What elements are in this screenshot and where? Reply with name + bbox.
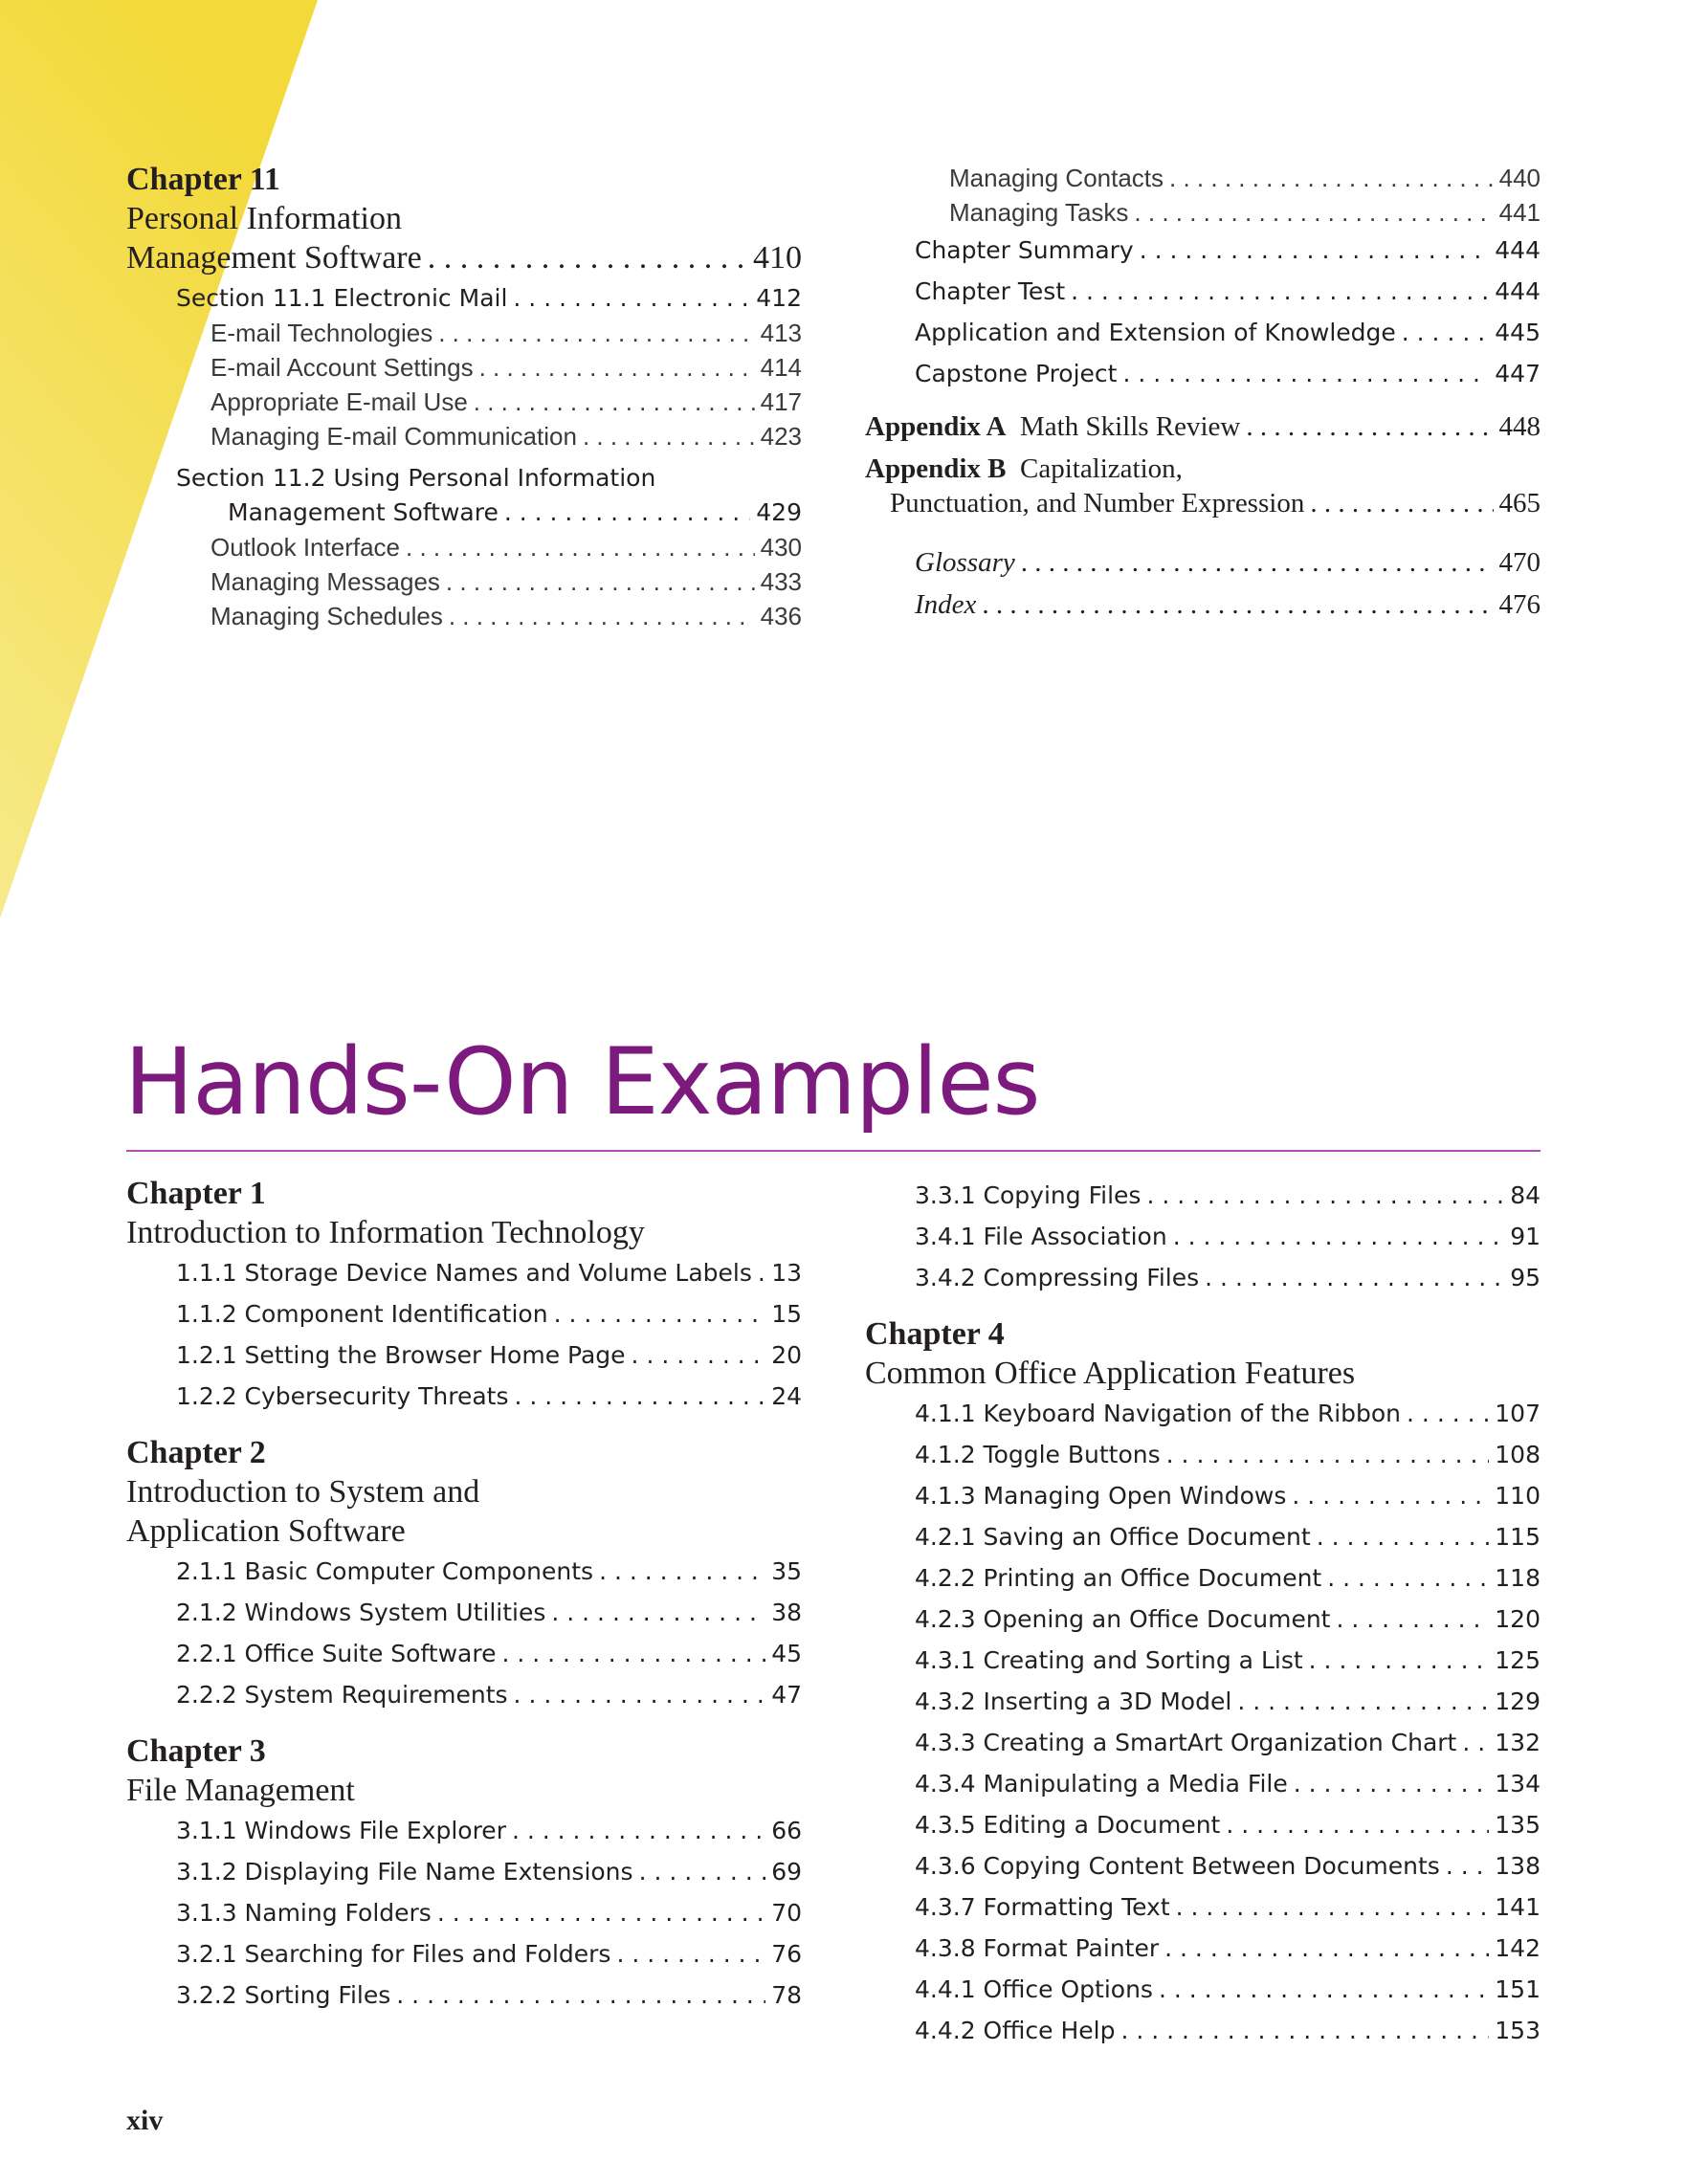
section-11-2-label[interactable]: Section 11.2 Using Personal Information bbox=[176, 464, 656, 492]
chapter-title: Introduction to Information Technology bbox=[126, 1215, 645, 1250]
item-label: 3.1.2 Displaying File Name Extensions bbox=[176, 1858, 633, 1886]
leader-dots bbox=[1071, 271, 1489, 312]
leader-dots bbox=[639, 1851, 766, 1892]
page-number: 153 bbox=[1495, 2017, 1541, 2044]
item-label: 1.2.1 Setting the Browser Home Page bbox=[176, 1341, 626, 1369]
hands-on-right-column bbox=[865, 1175, 1541, 2051]
toc-appendix-b-head[interactable] bbox=[865, 452, 1541, 486]
leader-dots bbox=[1173, 1216, 1505, 1257]
page-number: 413 bbox=[760, 319, 802, 347]
item-label: 3.2.1 Searching for Files and Folders bbox=[176, 1940, 611, 1968]
example-item[interactable] bbox=[176, 1592, 802, 1633]
section-11-2-items bbox=[211, 530, 802, 633]
page-number: 84 bbox=[1510, 1181, 1541, 1209]
leader-dots bbox=[1166, 1434, 1490, 1475]
item-label: Capstone Project bbox=[915, 360, 1118, 387]
leader-dots bbox=[1176, 1886, 1490, 1928]
chapter-heading: Chapter 1 bbox=[126, 1176, 266, 1211]
example-item[interactable] bbox=[915, 1722, 1541, 1763]
item-label: 4.1.1 Keyboard Navigation of the Ribbon bbox=[915, 1400, 1402, 1427]
appendix-title: Punctuation, and Number Expression bbox=[890, 488, 1305, 518]
item-label: E-mail Technologies bbox=[211, 319, 433, 347]
example-item[interactable] bbox=[176, 1335, 802, 1376]
example-item[interactable] bbox=[915, 1175, 1541, 1216]
leader-dots bbox=[514, 1674, 766, 1715]
chapter-title: Common Office Application Features bbox=[865, 1356, 1356, 1391]
page-number: 70 bbox=[771, 1899, 802, 1927]
page-number: 95 bbox=[1510, 1264, 1541, 1291]
page-number: 78 bbox=[771, 1981, 802, 2009]
toc-item[interactable] bbox=[949, 195, 1541, 230]
appendix-label: Appendix A bbox=[865, 411, 1007, 442]
item-label: 1.1.2 Component Identification bbox=[176, 1300, 548, 1328]
leader-dots bbox=[504, 496, 750, 530]
toc-section-11-2[interactable] bbox=[228, 496, 802, 530]
leader-dots bbox=[428, 238, 747, 277]
leader-dots bbox=[1159, 1969, 1489, 2010]
page-number: 76 bbox=[771, 1940, 802, 1968]
item-label: 4.2.2 Printing an Office Document bbox=[915, 1564, 1322, 1592]
leader-dots bbox=[406, 530, 755, 564]
example-item[interactable] bbox=[915, 2010, 1541, 2051]
leader-dots bbox=[1317, 1516, 1490, 1557]
hands-on-chapter-4 bbox=[865, 1315, 1541, 2051]
page-number: 433 bbox=[760, 567, 802, 596]
leader-dots bbox=[1402, 312, 1490, 353]
example-item[interactable] bbox=[915, 1599, 1541, 1640]
item-label: Managing Messages bbox=[211, 567, 440, 596]
section-11-1-items bbox=[211, 316, 802, 453]
example-item[interactable] bbox=[176, 1551, 802, 1592]
leader-dots bbox=[1327, 1557, 1489, 1599]
heading-rule bbox=[126, 1150, 1541, 1152]
item-label: 4.3.8 Format Painter bbox=[915, 1934, 1160, 1962]
item-label: 3.2.2 Sorting Files bbox=[176, 1981, 391, 2009]
page-number: 47 bbox=[771, 1681, 802, 1709]
page-number: 69 bbox=[771, 1858, 802, 1886]
leader-dots bbox=[554, 1293, 766, 1335]
item-label: Application and Extension of Knowledge bbox=[915, 319, 1396, 346]
chapter-heading: Chapter 3 bbox=[126, 1733, 266, 1769]
page-number: 423 bbox=[760, 422, 802, 451]
page-number: 414 bbox=[760, 353, 802, 382]
page-number: 24 bbox=[771, 1382, 802, 1410]
page-number: 118 bbox=[1495, 1564, 1541, 1592]
page-number: 430 bbox=[760, 533, 802, 562]
leader-dots bbox=[1462, 1722, 1489, 1763]
glossary-label: Glossary bbox=[915, 547, 1015, 578]
item-label: 4.1.3 Managing Open Windows bbox=[915, 1482, 1287, 1510]
item-label: 3.4.2 Compressing Files bbox=[915, 1264, 1200, 1291]
toc-item[interactable] bbox=[211, 419, 802, 453]
item-label: Chapter Summary bbox=[915, 236, 1134, 264]
hands-on-chapter-1 bbox=[126, 1175, 802, 1417]
item-label: 4.4.2 Office Help bbox=[915, 2017, 1116, 2044]
example-item[interactable] bbox=[176, 1851, 802, 1892]
item-label: Appropriate E-mail Use bbox=[211, 387, 468, 416]
toc-item[interactable] bbox=[915, 230, 1541, 271]
toc-section-11-1[interactable] bbox=[176, 281, 802, 316]
page-number: 115 bbox=[1495, 1523, 1541, 1551]
example-item[interactable] bbox=[915, 1763, 1541, 1804]
item-label: Managing Contacts bbox=[949, 164, 1164, 192]
item-label: 4.3.4 Manipulating a Media File bbox=[915, 1770, 1288, 1798]
page-number: 476 bbox=[1498, 589, 1541, 620]
item-label: 4.3.6 Copying Content Between Documents bbox=[915, 1852, 1440, 1880]
back-matter bbox=[915, 541, 1541, 626]
hands-on-chapter-2 bbox=[126, 1434, 802, 1715]
page-number: 441 bbox=[1498, 198, 1541, 227]
leader-dots bbox=[632, 1335, 766, 1376]
toc-item[interactable] bbox=[949, 161, 1541, 195]
page-number: 447 bbox=[1495, 360, 1541, 387]
leader-dots bbox=[1122, 353, 1489, 394]
chapter-title: File Management bbox=[126, 1773, 355, 1808]
example-item[interactable] bbox=[915, 1257, 1541, 1298]
item-label: 4.3.1 Creating and Sorting a List bbox=[915, 1646, 1303, 1674]
page-number: 440 bbox=[1498, 164, 1541, 192]
leader-dots bbox=[1164, 1928, 1489, 1969]
example-item[interactable] bbox=[915, 1886, 1541, 1928]
leader-dots bbox=[514, 1376, 765, 1417]
item-label: 4.2.1 Saving an Office Document bbox=[915, 1523, 1311, 1551]
appendix-title: Math Skills Review bbox=[1019, 411, 1241, 442]
hands-on-left-column bbox=[126, 1175, 802, 2016]
leader-dots bbox=[616, 1933, 765, 1974]
example-item[interactable] bbox=[176, 1810, 802, 1851]
leader-dots bbox=[437, 1892, 765, 1933]
leader-dots bbox=[513, 281, 750, 316]
page-number: 141 bbox=[1495, 1893, 1541, 1921]
page-number: 445 bbox=[1495, 319, 1541, 346]
item-label: Managing E-mail Communication bbox=[211, 422, 577, 451]
chapter-heading: Chapter 2 bbox=[126, 1435, 266, 1470]
page-number: 138 bbox=[1495, 1852, 1541, 1880]
leader-dots bbox=[1310, 486, 1493, 520]
toc-item[interactable] bbox=[915, 312, 1541, 353]
leader-dots bbox=[512, 1810, 765, 1851]
section-label: Section 11.1 Electronic Mail bbox=[176, 284, 508, 312]
example-item[interactable] bbox=[915, 1216, 1541, 1257]
page-number: 444 bbox=[1495, 236, 1541, 264]
leader-dots bbox=[474, 385, 755, 419]
page-number: 412 bbox=[756, 284, 802, 312]
page-number: 436 bbox=[760, 602, 802, 630]
page-number: 35 bbox=[771, 1557, 802, 1585]
appendix-label: Appendix B bbox=[865, 453, 1007, 484]
item-label: 4.3.2 Inserting a 3D Model bbox=[915, 1688, 1232, 1715]
page-number: 110 bbox=[1495, 1482, 1541, 1510]
page-number: 120 bbox=[1495, 1605, 1541, 1633]
leader-dots bbox=[1120, 2010, 1489, 2051]
example-item[interactable] bbox=[915, 1434, 1541, 1475]
leader-dots bbox=[758, 1252, 765, 1293]
chapter-title-entry[interactable] bbox=[126, 238, 802, 277]
toc-item[interactable] bbox=[211, 564, 802, 599]
item-label: 4.1.2 Toggle Buttons bbox=[915, 1441, 1161, 1468]
page-number: 91 bbox=[1510, 1223, 1541, 1250]
item-label: E-mail Account Settings bbox=[211, 353, 474, 382]
toc-item[interactable] bbox=[211, 316, 802, 350]
leader-dots bbox=[583, 419, 755, 453]
leader-dots bbox=[1337, 1599, 1490, 1640]
leader-dots bbox=[449, 599, 755, 633]
page-number: 448 bbox=[1498, 411, 1541, 442]
example-item[interactable] bbox=[915, 1845, 1541, 1886]
toc-glossary[interactable] bbox=[915, 541, 1541, 584]
item-label: 3.1.1 Windows File Explorer bbox=[176, 1817, 506, 1844]
chapter-title-line: Management Software bbox=[126, 240, 422, 276]
page-number: 142 bbox=[1495, 1934, 1541, 1962]
example-item[interactable] bbox=[915, 1928, 1541, 1969]
hands-on-examples-heading: Hands-On Examples bbox=[124, 1028, 1040, 1136]
toc-item[interactable] bbox=[211, 385, 802, 419]
toc-appendix-b[interactable] bbox=[890, 486, 1541, 520]
toc-appendix-a[interactable] bbox=[865, 409, 1541, 444]
item-label: 2.2.1 Office Suite Software bbox=[176, 1640, 497, 1667]
leader-dots bbox=[551, 1592, 765, 1633]
item-label: Managing Tasks bbox=[949, 198, 1129, 227]
leader-dots bbox=[1226, 1804, 1489, 1845]
leader-dots bbox=[1407, 1393, 1489, 1434]
example-item[interactable] bbox=[176, 1933, 802, 1974]
leader-dots bbox=[1169, 161, 1494, 195]
page-number: 470 bbox=[1498, 547, 1541, 578]
example-item[interactable] bbox=[176, 1892, 802, 1933]
page-number: 465 bbox=[1498, 488, 1541, 518]
example-item[interactable] bbox=[915, 1475, 1541, 1516]
item-label: 1.1.1 Storage Device Names and Volume Labels bbox=[176, 1259, 752, 1287]
leader-dots bbox=[1294, 1763, 1490, 1804]
chapter-title: Personal Information bbox=[126, 201, 402, 236]
leader-dots bbox=[1292, 1475, 1489, 1516]
leader-dots bbox=[396, 1974, 765, 2016]
page-number: 15 bbox=[771, 1300, 802, 1328]
leader-dots bbox=[1246, 409, 1493, 444]
page-number: 444 bbox=[1495, 277, 1541, 305]
item-label: 4.4.1 Office Options bbox=[915, 1975, 1153, 2003]
page-number: 410 bbox=[753, 240, 802, 276]
example-item[interactable] bbox=[176, 1376, 802, 1417]
item-label: 4.3.7 Formatting Text bbox=[915, 1893, 1170, 1921]
leader-dots bbox=[1140, 230, 1490, 271]
chapter-heading: Chapter 11 bbox=[126, 162, 280, 197]
appendix-title: Capitalization, bbox=[1019, 453, 1183, 484]
item-label: 4.3.5 Editing a Document bbox=[915, 1811, 1221, 1839]
example-item[interactable] bbox=[176, 1252, 802, 1293]
example-item[interactable] bbox=[176, 1674, 802, 1715]
example-item[interactable] bbox=[176, 1974, 802, 2016]
section-11-2-items-continued bbox=[949, 161, 1541, 230]
example-item[interactable] bbox=[915, 1393, 1541, 1434]
item-label: Chapter Test bbox=[915, 277, 1066, 305]
chapter-11-end-items bbox=[915, 230, 1541, 394]
item-label: 3.3.1 Copying Files bbox=[915, 1181, 1142, 1209]
example-item[interactable] bbox=[915, 1969, 1541, 2010]
item-label: Outlook Interface bbox=[211, 533, 400, 562]
leader-dots bbox=[501, 1633, 765, 1674]
leader-dots bbox=[479, 350, 755, 385]
example-item[interactable] bbox=[915, 1516, 1541, 1557]
leader-dots bbox=[446, 564, 755, 599]
item-label: 3.4.1 File Association bbox=[915, 1223, 1167, 1250]
page-number: 125 bbox=[1495, 1646, 1541, 1674]
page-number: 135 bbox=[1495, 1811, 1541, 1839]
leader-dots bbox=[1446, 1845, 1489, 1886]
toc-index[interactable] bbox=[915, 584, 1541, 626]
page-number: 38 bbox=[771, 1599, 802, 1626]
leader-dots bbox=[1205, 1257, 1504, 1298]
index-label: Index bbox=[915, 589, 977, 620]
page-number: 45 bbox=[771, 1640, 802, 1667]
toc-chapter-11 bbox=[126, 161, 802, 633]
leader-dots bbox=[599, 1551, 765, 1592]
chapter-title: Application Software bbox=[126, 1513, 406, 1549]
item-label: 4.3.3 Creating a SmartArt Organization Chart bbox=[915, 1729, 1457, 1756]
leader-dots bbox=[1146, 1175, 1504, 1216]
page-number: 107 bbox=[1495, 1400, 1541, 1427]
toc-item[interactable] bbox=[211, 350, 802, 385]
example-item[interactable] bbox=[915, 1681, 1541, 1722]
page-number: 429 bbox=[756, 498, 802, 526]
item-label: 1.2.2 Cybersecurity Threats bbox=[176, 1382, 509, 1410]
page-number: 132 bbox=[1495, 1729, 1541, 1756]
item-label: 3.1.3 Naming Folders bbox=[176, 1899, 432, 1927]
page-number: 20 bbox=[771, 1341, 802, 1369]
example-item[interactable] bbox=[915, 1640, 1541, 1681]
toc-item[interactable] bbox=[915, 271, 1541, 312]
chapter-3-items-continued bbox=[915, 1175, 1541, 1298]
page-number: 13 bbox=[771, 1259, 802, 1287]
leader-dots bbox=[1237, 1681, 1489, 1722]
item-label: 2.1.1 Basic Computer Components bbox=[176, 1557, 594, 1585]
leader-dots bbox=[982, 584, 1493, 626]
page-number: 417 bbox=[760, 387, 802, 416]
leader-dots bbox=[1134, 195, 1493, 230]
leader-dots bbox=[1021, 541, 1494, 584]
hands-on-chapter-3 bbox=[126, 1732, 802, 2016]
toc-continued bbox=[865, 161, 1541, 626]
leader-dots bbox=[438, 316, 754, 350]
page-number: 66 bbox=[771, 1817, 802, 1844]
toc-item[interactable] bbox=[211, 530, 802, 564]
page-number: 108 bbox=[1495, 1441, 1541, 1468]
toc-item[interactable] bbox=[915, 353, 1541, 394]
chapter-title: Introduction to System and bbox=[126, 1474, 480, 1510]
example-item[interactable] bbox=[176, 1633, 802, 1674]
leader-dots bbox=[1309, 1640, 1490, 1681]
item-label: Managing Schedules bbox=[211, 602, 443, 630]
chapter-heading: Chapter 4 bbox=[865, 1316, 1005, 1352]
toc-item[interactable] bbox=[211, 599, 802, 633]
page-number: 129 bbox=[1495, 1688, 1541, 1715]
page-number: 151 bbox=[1495, 1975, 1541, 2003]
item-label: 2.1.2 Windows System Utilities bbox=[176, 1599, 546, 1626]
page-number-footer: xiv bbox=[126, 2105, 164, 2136]
example-item[interactable] bbox=[915, 1804, 1541, 1845]
example-item[interactable] bbox=[176, 1293, 802, 1335]
item-label: 2.2.2 System Requirements bbox=[176, 1681, 508, 1709]
item-label: 4.2.3 Opening an Office Document bbox=[915, 1605, 1331, 1633]
section-label: Management Software bbox=[228, 498, 499, 526]
page-number: 134 bbox=[1495, 1770, 1541, 1798]
example-item[interactable] bbox=[915, 1557, 1541, 1599]
